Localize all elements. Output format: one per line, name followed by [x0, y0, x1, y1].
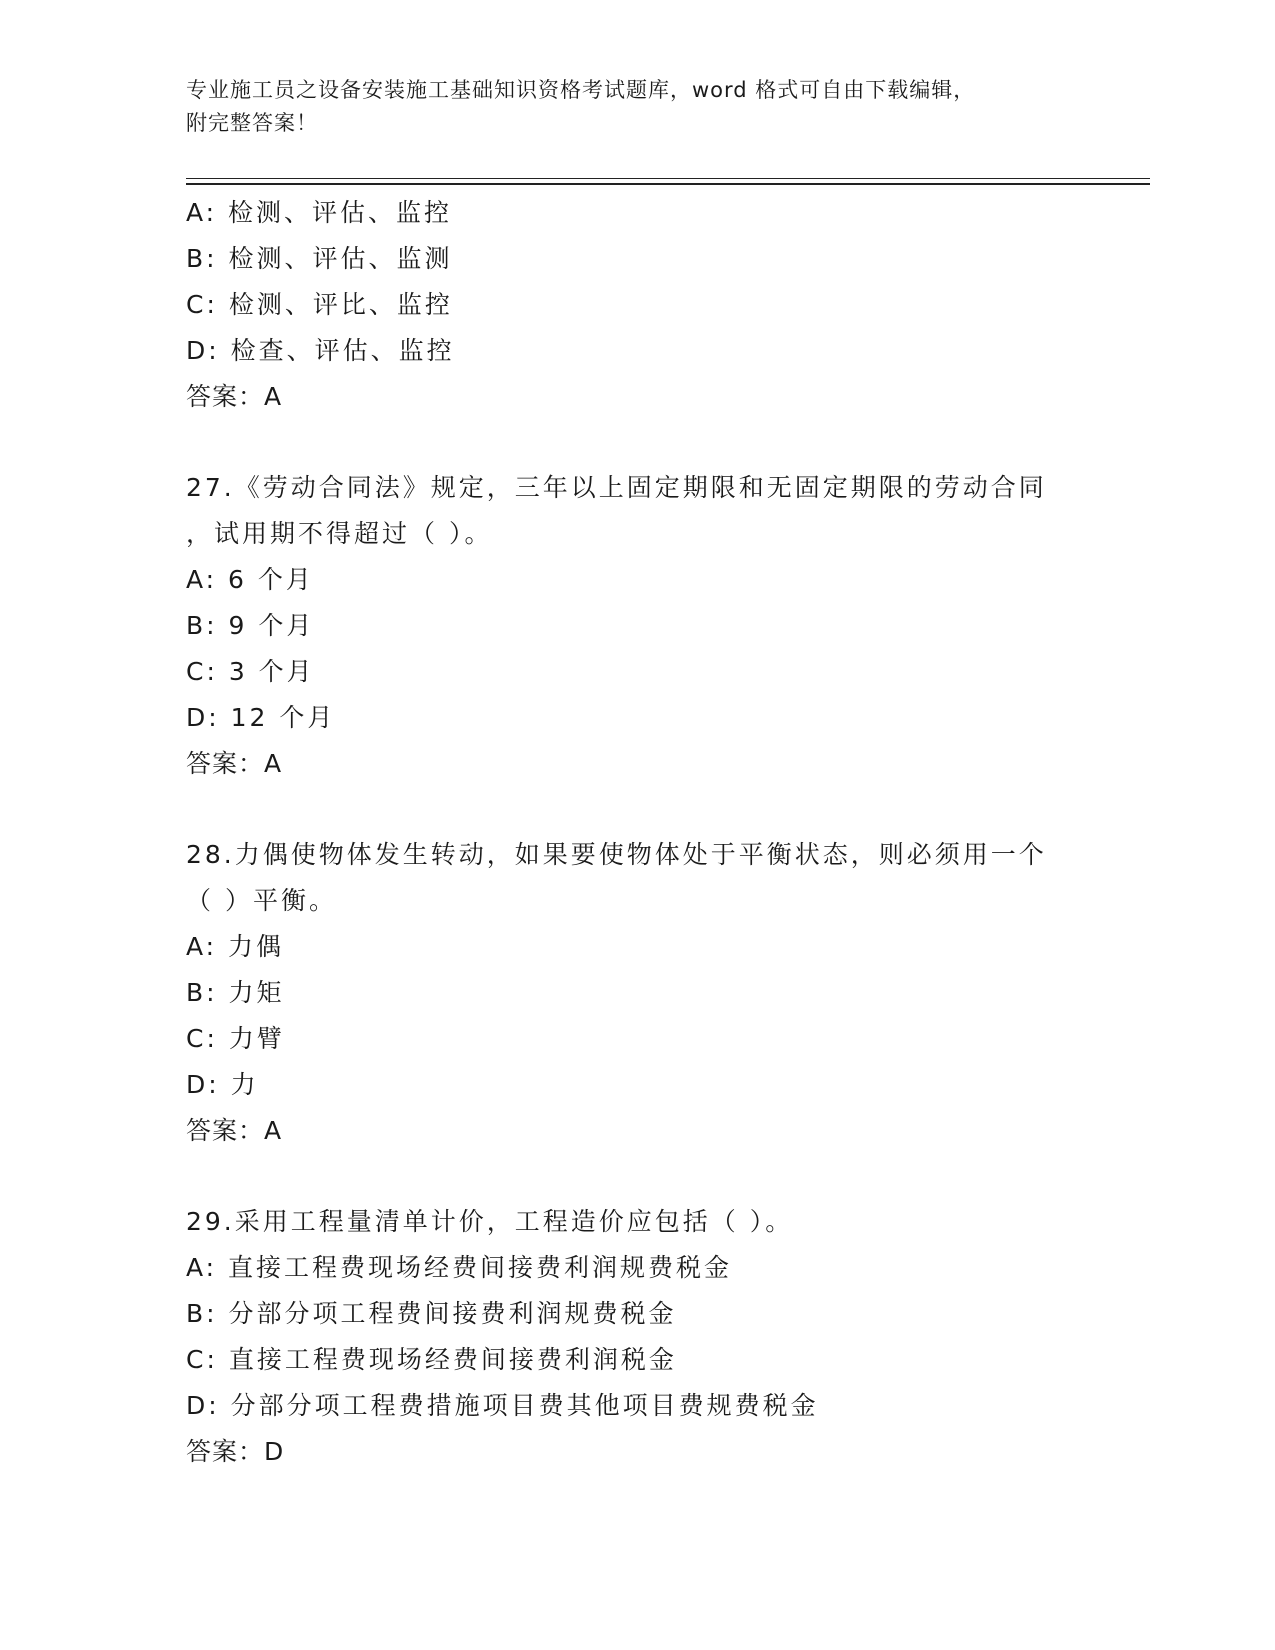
- question-stem-line-1: 29.采用工程量清单计价，工程造价应包括（ ）。: [186, 1207, 794, 1236]
- answer-line: 答案：A: [186, 1116, 283, 1145]
- question-stem-line-1: 28.力偶使物体发生转动，如果要使物体处于平衡状态，则必须用一个: [186, 840, 1047, 869]
- option-b: B: 9 个月: [186, 611, 315, 640]
- option-a: A: 检测、评估、监控: [186, 198, 453, 227]
- document-header: [186, 74, 1086, 140]
- answer-line: 答案：D: [186, 1437, 285, 1466]
- question-stem-line-2: （ ）平衡。: [186, 886, 337, 915]
- option-d: D: 力: [186, 1070, 259, 1099]
- question-list: [186, 190, 1086, 1475]
- option-d: D: 检查、评估、监控: [186, 336, 455, 365]
- option-d: D: 12 个月: [186, 703, 336, 732]
- option-c: C: 直接工程费现场经费间接费利润税金: [186, 1345, 677, 1374]
- question-stem-line-1: 27.《劳动合同法》规定，三年以上固定期限和无固定期限的劳动合同: [186, 473, 1047, 502]
- option-a: A: 直接工程费现场经费间接费利润规费税金: [186, 1253, 733, 1282]
- option-d: D: 分部分项工程费措施项目费其他项目费规费税金: [186, 1391, 819, 1420]
- header-divider-thin: [186, 178, 1150, 179]
- header-line-1: 专业施工员之设备安装施工基础知识资格考试题库，word 格式可自由下载编辑，: [186, 78, 976, 102]
- option-a: A: 力偶: [186, 932, 285, 961]
- option-b: B: 力矩: [186, 978, 285, 1007]
- question-27-block: [186, 465, 1086, 787]
- question-28-block: [186, 832, 1086, 1154]
- header-line-2: 附完整答案！: [186, 111, 318, 135]
- option-c: C: 力臂: [186, 1024, 285, 1053]
- question-29-block: [186, 1199, 1086, 1475]
- question-stem-line-2: ，试用期不得超过（ ）。: [186, 519, 493, 548]
- question-26-block: [186, 190, 1086, 420]
- answer-line: 答案：A: [186, 382, 283, 411]
- option-b: B: 检测、评估、监测: [186, 244, 453, 273]
- option-a: A: 6 个月: [186, 565, 314, 594]
- option-c: C: 3 个月: [186, 657, 315, 686]
- option-c: C: 检测、评比、监控: [186, 290, 453, 319]
- answer-line: 答案：A: [186, 749, 283, 778]
- option-b: B: 分部分项工程费间接费利润规费税金: [186, 1299, 677, 1328]
- header-divider-thick: [186, 183, 1150, 185]
